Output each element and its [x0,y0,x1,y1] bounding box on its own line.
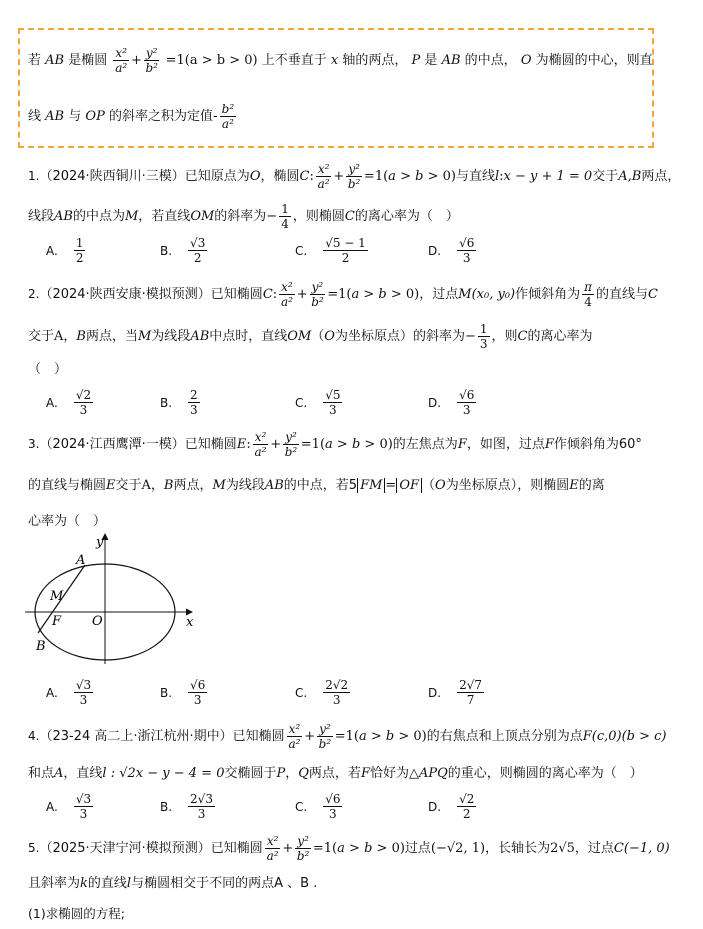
q3-option-c [295,678,352,707]
q1-option-d [428,236,478,265]
option-label: B. [160,243,173,258]
option-value: $\frac{√3}{2}$ [190,236,206,265]
option-label: C. [295,685,308,700]
q2-option-d [428,388,478,417]
q3-line-1: 3.（2024·江西鹰潭·一模）已知椭圆E: $\frac{\text{x²}}{\text{a²}}$ + $\frac{\text{y²}}{\text{b²}}$ =1(a > b > 0)的左焦点为F，如图，过点F作倾斜角为60° [28,430,642,459]
q3-ellipse-figure [20,528,200,668]
q2-option-c [295,388,344,417]
option-value: $\frac{√6}{3}$ [325,792,341,821]
option-label: A. [46,799,58,814]
q4-option-c [295,792,344,821]
q1-line-2: 线段AB的中点为M，若直线OM的斜率为− $\frac{1}{4}$ ，则椭圆C的离心率为（ ） [28,202,459,231]
option-label: B. [160,685,173,700]
q5-line-1: 5.（2025·天津宁河·模拟预测）已知椭圆 $\frac{\text{x²}}{\text{a²}}$ + $\frac{\text{y²}}{\text{b²}}$ =1(a > b > 0)过点(−√2, 1)，长轴长为2√5，过点C(−1, 0) [28,834,670,863]
option-label: D. [428,243,442,258]
q4-option-a [46,792,95,821]
q1-option-a [46,236,87,265]
option-label: C. [295,395,308,410]
option-label: A. [46,243,58,258]
frac-y2-b2: $\frac{\text{y²}}{\text{b²}}$ [145,46,158,75]
option-value: $\frac{√6}{3}$ [459,236,475,265]
q2-line-1: 2.（2024·陕西安康·模拟预测）已知椭圆C: $\frac{\text{x²}}{\text{a²}}$ + $\frac{\text{y²}}{\text{b²}}$ =1(a > b > 0)，过点M(x₀, y₀)作倾斜角为 $\frac{\pi}{4}$ 的直线与C [28,280,658,309]
q4-line-1: 4.（23-24 高二上·浙江杭州·期中）已知椭圆 $\frac{\text{x²}}{\text{a²}}$ + $\frac{\text{y²}}{\text{b²}}$ =1(a > b > 0)的右焦点和上顶点分别为点F(c,0)(b > c) [28,722,667,751]
label-o: O [92,614,103,629]
option-value: $\frac{2√2}{3}$ [325,678,349,707]
label-b: B [36,639,46,654]
option-value: $\frac{√3}{3}$ [75,792,92,821]
q5-line-2: 且斜率为k的直线l与椭圆相交于不同的两点A 、B . [28,876,318,891]
frac-x2-a2: $\frac{\text{x²}}{\text{a²}}$ [115,46,128,75]
option-value: $\frac{√6}{3}$ [459,388,475,417]
q5-sub-question-1: (1)求椭圆的方程; [28,906,125,921]
option-value: $\frac{√5}{3}$ [325,388,341,417]
label-x: x [186,615,194,630]
q2-option-b [160,388,202,417]
label-f: F [52,614,62,629]
label-y: y [96,535,104,550]
q2-line-2: 交于A，B两点，当M为线段AB中点时，直线OM（O为坐标原点）的斜率为− $\frac{1}{3}$ ，则C的离心率为 [28,322,593,351]
q1-option-c [295,236,370,265]
option-value: $\frac{√2}{2}$ [459,792,475,821]
q2-line-3: （ ） [28,362,68,377]
option-label: D. [428,395,442,410]
option-label: A. [46,395,58,410]
option-label: C. [295,799,308,814]
option-label: A. [46,685,58,700]
q4-option-b [160,792,217,821]
label-a: A [76,553,86,568]
label-m: M [50,589,64,604]
option-value: $\frac{√6}{3}$ [190,678,206,707]
option-value: $\frac{√3}{3}$ [75,678,92,707]
q3-option-a [46,678,95,707]
option-value: $\frac{2}{3}$ [190,388,198,417]
q3-option-d [428,678,486,707]
q3-line-2: 的直线与椭圆E交于A，B两点，M为线段AB的中点，若5 FM = OF （O为坐标原点），则椭圆E的离 [28,478,605,493]
option-value: $\frac{2√3}{3}$ [190,792,213,821]
option-value: $\frac{√2}{3}$ [75,388,92,417]
box-line-1: 若 AB 是椭圆 $\frac{\text{x²}}{\text{a²}}$ + $\frac{\text{y²}}{\text{b²}}$ =1(a > b > 0) 上不垂直于 x 轴的两点， P 是 AB 的中点， O 为椭圆的中心，则直 [28,46,653,75]
option-label: D. [428,799,442,814]
box-line-2: 线 AB 与 OP 的斜率之积为定值- $\frac{\text{b²}}{\text{a²}}$ [28,102,235,131]
option-label: C. [295,243,308,258]
option-value: $\frac{√5 - 1}{2}$ [325,236,366,265]
option-value: $\frac{1}{2}$ [75,236,84,265]
option-label: B. [160,799,173,814]
option-label: D. [428,685,442,700]
option-value: $\frac{2√7}{7}$ [459,678,482,707]
frac-b2-a2: $\frac{\text{b²}}{\text{a²}}$ [221,102,235,131]
q3-line-3: 心率为（ ） [28,514,107,529]
q2-option-a [46,388,95,417]
q4-line-2: 和点A，直线l : √2x − y − 4 = 0交椭圆于P，Q两点，若F恰好为△APQ的重心，则椭圆的离心率为（ ） [28,766,643,781]
q4-option-d [428,792,478,821]
q1-line-1: 1.（2024·陕西铜川·三模）已知原点为O，椭圆C: $\frac{\text{x²}}{\text{a²}}$ + $\frac{\text{y²}}{\text{b²}}$ =1(a > b > 0)与直线l:x − y + 1 = 0交于A,B两点， [28,162,681,191]
q1-option-b [160,236,209,265]
option-label: B. [160,395,173,410]
q3-option-b [160,678,209,707]
